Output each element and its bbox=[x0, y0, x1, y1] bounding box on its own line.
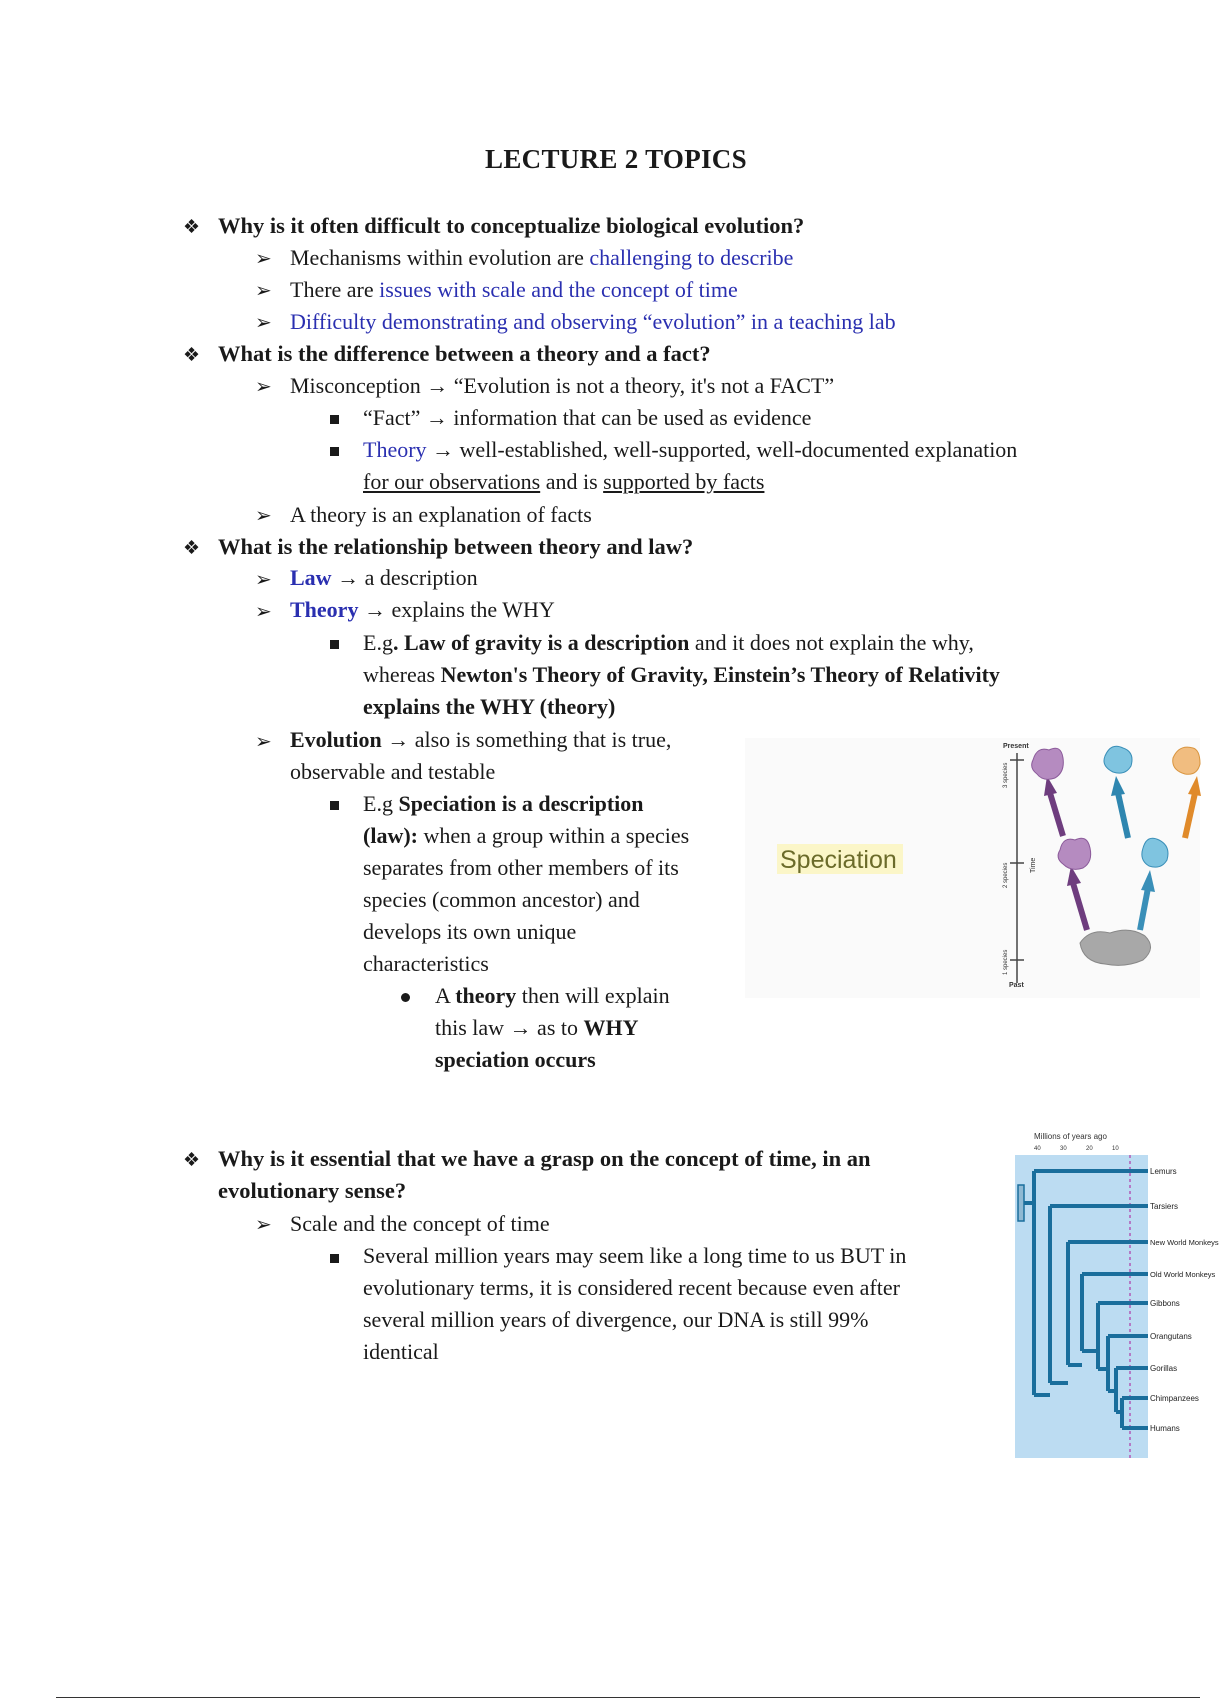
arrow-bullet-icon: ➢ bbox=[255, 376, 272, 398]
speciation-line-5: develops its own unique bbox=[363, 919, 577, 944]
taxon-tarsiers: Tarsiers bbox=[1150, 1202, 1179, 1211]
theory-explains-3: speciation occurs bbox=[435, 1047, 596, 1072]
speciation-line-6: characteristics bbox=[363, 951, 489, 976]
bullet-2-1: Misconception → “Evolution is not a theory, it's not a FACT” bbox=[290, 373, 835, 398]
axis-time-label: Time bbox=[1030, 857, 1037, 873]
speciation-line-3: separates from other members of its bbox=[363, 855, 679, 880]
arrow-bullet-icon: ➢ bbox=[255, 312, 272, 334]
square-bullet-icon bbox=[330, 640, 339, 649]
bullet-scale-time: Scale and the concept of time bbox=[290, 1211, 550, 1236]
tree-tick-40: 40 bbox=[1034, 1146, 1041, 1152]
taxon-gorillas: Gorillas bbox=[1150, 1364, 1178, 1373]
question-1: Why is it often difficult to conceptualize biological evolution? bbox=[218, 213, 805, 238]
species-2-label: 2 species bbox=[1003, 862, 1009, 888]
sub-bullet-theory-cont: for our observations and is supported by facts bbox=[363, 469, 765, 494]
tree-tick-30: 30 bbox=[1060, 1146, 1067, 1152]
speciation-figure bbox=[745, 738, 1200, 998]
blue-top-blob bbox=[1104, 746, 1132, 773]
question-4-line-1: Why is it essential that we have a grasp on the concept of time, in an bbox=[218, 1146, 871, 1171]
tree-axis-label: Millions of years ago bbox=[1034, 1132, 1107, 1141]
speciation-line-1: E.g Speciation is a description bbox=[363, 791, 644, 816]
arrow-bullet-icon: ➢ bbox=[255, 505, 272, 527]
species-3-label: 3 species bbox=[1003, 762, 1009, 788]
taxon-gibbons: Gibbons bbox=[1150, 1299, 1180, 1308]
axis-present-label: Present bbox=[1003, 743, 1029, 750]
diamond-bullet-icon: ❖ bbox=[183, 217, 201, 238]
sub-bullet-fact: “Fact” → information that can be used as evidence bbox=[363, 405, 812, 430]
arrow-bullet-icon: ➢ bbox=[255, 569, 272, 591]
primate-tree-figure bbox=[1010, 1125, 1219, 1460]
taxon-lemurs: Lemurs bbox=[1150, 1167, 1177, 1176]
question-3: What is the relationship between theory and law? bbox=[218, 534, 694, 559]
square-bullet-icon bbox=[330, 447, 339, 456]
sub-bullet-theory: Theory → well-established, well-supported, well-documented explanation bbox=[363, 437, 1018, 462]
taxon-humans: Humans bbox=[1150, 1424, 1180, 1433]
time-explanation-4: identical bbox=[363, 1339, 439, 1364]
diamond-bullet-icon: ❖ bbox=[183, 538, 201, 559]
question-2: What is the difference between a theory and a fact? bbox=[218, 341, 711, 366]
ancestor-species-blob bbox=[1080, 930, 1151, 965]
time-explanation-2: evolutionary terms, it is considered recent because even after bbox=[363, 1275, 900, 1300]
circle-bullet-icon bbox=[401, 993, 410, 1002]
bullet-1-3: Difficulty demonstrating and observing “evolution” in a teaching lab bbox=[290, 309, 896, 334]
example-gravity-1: E.g. Law of gravity is a description and it does not explain the why, bbox=[363, 630, 974, 655]
bullet-1-2: There are issues with scale and the concept of time bbox=[290, 277, 738, 302]
tree-tick-10: 10 bbox=[1112, 1146, 1119, 1152]
arrow-bullet-icon: ➢ bbox=[255, 731, 272, 753]
taxon-chimpanzees: Chimpanzees bbox=[1150, 1394, 1199, 1403]
bullet-law: Law → a description bbox=[290, 565, 478, 590]
taxon-old-world-monkeys: Old World Monkeys bbox=[1150, 1270, 1216, 1279]
arrow-bullet-icon: ➢ bbox=[255, 601, 272, 623]
bullet-1-1: Mechanisms within evolution are challenging to describe bbox=[290, 245, 794, 270]
axis-past-label: Past bbox=[1009, 982, 1024, 989]
speciation-line-4: species (common ancestor) and bbox=[363, 887, 640, 912]
diamond-bullet-icon: ❖ bbox=[183, 345, 201, 366]
example-gravity-3: explains the WHY (theory) bbox=[363, 694, 616, 719]
square-bullet-icon bbox=[330, 1254, 339, 1263]
purple-mid-blob bbox=[1058, 838, 1091, 869]
footer-rule bbox=[56, 1697, 1200, 1698]
taxon-new-world-monkeys: New World Monkeys bbox=[1150, 1238, 1219, 1247]
bullet-theory: Theory → explains the WHY bbox=[290, 597, 555, 622]
theory-explains-1: A theory then will explain bbox=[435, 983, 670, 1008]
question-4-line-2: evolutionary sense? bbox=[218, 1178, 407, 1203]
arrow-bullet-icon: ➢ bbox=[255, 280, 272, 302]
square-bullet-icon bbox=[330, 801, 339, 810]
speciation-label: Speciation bbox=[780, 846, 897, 874]
example-gravity-2: whereas Newton's Theory of Gravity, Einstein’s Theory of Relativity bbox=[363, 662, 1000, 687]
bullet-evolution: Evolution → also is something that is true, bbox=[290, 727, 672, 752]
time-explanation-3: several million years of divergence, our DNA is still 99% bbox=[363, 1307, 869, 1332]
diamond-bullet-icon: ❖ bbox=[183, 1150, 201, 1171]
arrow-bullet-icon: ➢ bbox=[255, 1214, 272, 1236]
page-title: LECTURE 2 TOPICS bbox=[485, 144, 747, 174]
tree-tick-20: 20 bbox=[1086, 1146, 1093, 1152]
time-explanation-1: Several million years may seem like a long time to us BUT in bbox=[363, 1243, 907, 1268]
orange-top-blob bbox=[1173, 747, 1200, 774]
square-bullet-icon bbox=[330, 415, 339, 424]
speciation-line-2: (law): when a group within a species bbox=[363, 823, 690, 848]
species-1-label: 1 species bbox=[1003, 949, 1009, 975]
theory-explains-2: this law → as to WHY bbox=[435, 1015, 639, 1040]
bullet-2-2: A theory is an explanation of facts bbox=[290, 502, 592, 527]
bullet-evolution-cont: observable and testable bbox=[290, 759, 496, 784]
arrow-bullet-icon: ➢ bbox=[255, 248, 272, 270]
taxon-orangutans: Orangutans bbox=[1150, 1332, 1192, 1341]
